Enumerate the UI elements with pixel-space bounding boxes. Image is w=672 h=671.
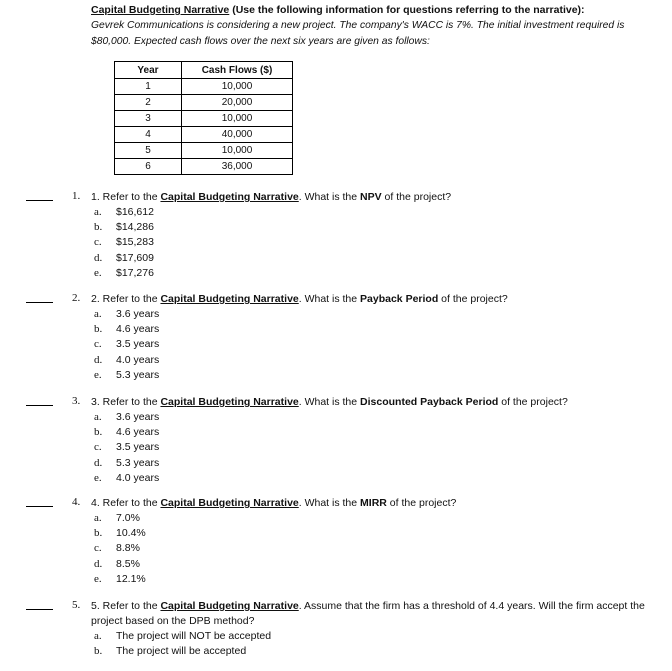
option-letter: a. — [94, 411, 102, 423]
option-letter: b. — [94, 426, 103, 439]
option-letter: a. — [94, 630, 102, 642]
table-header-row — [115, 62, 293, 79]
answer-blank[interactable] — [26, 200, 53, 201]
narrative-title-underlined: Capital Budgeting Narrative — [91, 4, 230, 16]
question-mid: . What is the — [298, 396, 361, 408]
table-cell: 3 — [115, 111, 182, 127]
option-text: $17,276 — [116, 266, 154, 279]
table-cell: 20,000 — [182, 95, 293, 111]
option-text: 4.6 years — [116, 323, 160, 336]
answer-blank[interactable] — [26, 506, 53, 507]
option-text: 5.3 years — [116, 456, 160, 469]
question-mid: . What is the — [298, 497, 361, 509]
question-suffix: of the project? — [386, 497, 457, 509]
option-text: $16,612 — [116, 206, 154, 218]
option-letter: e. — [94, 368, 102, 381]
table-cell: 1 — [115, 79, 182, 95]
option-text: 4.0 years — [116, 353, 160, 366]
option-letter: b. — [94, 323, 103, 336]
option-letter: a. — [94, 512, 102, 524]
question-key-term: Discounted Payback Period — [360, 396, 499, 408]
answer-blank[interactable] — [26, 302, 53, 303]
table-row — [115, 159, 293, 175]
table-cell: 5 — [115, 143, 182, 159]
option-letter: c. — [94, 441, 102, 454]
question-text — [91, 292, 663, 307]
option-letter: b. — [94, 527, 103, 540]
question-text — [91, 395, 663, 410]
option-letter: b. — [94, 221, 103, 234]
table-header-year: Year — [115, 62, 182, 79]
question-text — [91, 190, 663, 205]
question-text — [91, 496, 663, 511]
question-number: 2. — [72, 292, 81, 304]
option-letter: d. — [94, 557, 103, 570]
question-prefix: 2. Refer to the — [91, 293, 161, 305]
option-text: 3.6 years — [116, 411, 160, 423]
option-letter: c. — [94, 338, 102, 351]
table-cell: 40,000 — [182, 127, 293, 143]
narrative-reference: Capital Budgeting Narrative — [160, 497, 299, 509]
cash-flow-table — [114, 61, 293, 175]
answer-blank[interactable] — [26, 405, 53, 406]
option-letter: b. — [94, 645, 103, 658]
table-cell: 10,000 — [182, 111, 293, 127]
option-letter: e. — [94, 266, 102, 279]
option-letter: e. — [94, 471, 102, 484]
question-number: 1. — [72, 190, 81, 202]
table-cell: 10,000 — [182, 79, 293, 95]
table-row — [115, 111, 293, 127]
option-text: $14,286 — [116, 221, 154, 234]
narrative-reference: Capital Budgeting Narrative — [160, 191, 299, 203]
option-letter: c. — [94, 542, 102, 555]
option-text: 4.6 years — [116, 426, 160, 439]
question-key-term: MIRR — [360, 497, 387, 509]
option-text: 8.5% — [116, 557, 140, 570]
option-text: 3.6 years — [116, 308, 160, 320]
option-text: 8.8% — [116, 542, 140, 555]
narrative-block — [91, 2, 666, 50]
question-suffix: of the project? — [381, 191, 452, 203]
narrative-reference: Capital Budgeting Narrative — [160, 293, 299, 305]
table-row — [115, 143, 293, 159]
option-letter: d. — [94, 353, 103, 366]
option-letter: a. — [94, 308, 102, 320]
option-text: The project will be accepted — [116, 645, 247, 658]
narrative-text: Gevrek Communications is considering a new project. The company's WACC is 7%. The initial investment required is $80,000. Expected cash flows over the next six years are given as follows: — [91, 20, 625, 47]
option-letter: a. — [94, 206, 102, 218]
question-prefix: 1. Refer to the — [91, 191, 161, 203]
table-header-cash-flows: Cash Flows ($) — [182, 62, 293, 79]
table-cell: 36,000 — [182, 159, 293, 175]
question-number: 3. — [72, 395, 81, 407]
option-text: 5.3 years — [116, 368, 160, 381]
option-text: $17,609 — [116, 251, 154, 264]
option-text: 7.0% — [116, 512, 140, 524]
option-letter: d. — [94, 251, 103, 264]
question-number: 5. — [72, 599, 81, 611]
table-cell: 2 — [115, 95, 182, 111]
question-prefix: 5. Refer to the — [91, 600, 161, 612]
option-text: The project will NOT be accepted — [116, 630, 272, 642]
option-text: 3.5 years — [116, 338, 160, 351]
question-mid: . Assume that the firm has a threshold of 4.4 years. Will the firm accept the project based on the DPB method? — [91, 600, 645, 627]
table-row — [115, 95, 293, 111]
narrative-reference: Capital Budgeting Narrative — [160, 600, 299, 612]
narrative-title — [91, 2, 666, 18]
question-suffix: of the project? — [438, 293, 508, 305]
table-row — [115, 127, 293, 143]
question-text — [91, 599, 663, 629]
narrative-title-rest: (Use the following information for questions referring to the narrative): — [229, 4, 585, 16]
option-letter: c. — [94, 236, 102, 249]
answer-blank[interactable] — [26, 609, 53, 610]
question-prefix: 3. Refer to the — [91, 396, 161, 408]
question-suffix: of the project? — [498, 396, 568, 408]
option-letter: e. — [94, 572, 102, 585]
option-letter: d. — [94, 456, 103, 469]
option-text: 4.0 years — [116, 471, 160, 484]
table-cell: 4 — [115, 127, 182, 143]
option-text: 10.4% — [116, 527, 146, 540]
question-prefix: 4. Refer to the — [91, 497, 161, 509]
table-cell: 10,000 — [182, 143, 293, 159]
table-cell: 6 — [115, 159, 182, 175]
question-mid: . What is the — [298, 293, 361, 305]
question-number: 4. — [72, 496, 81, 508]
question-key-term: Payback Period — [360, 293, 439, 305]
narrative-reference: Capital Budgeting Narrative — [160, 396, 299, 408]
option-text: 3.5 years — [116, 441, 160, 454]
question-key-term: NPV — [360, 191, 382, 203]
option-text: $15,283 — [116, 236, 154, 249]
option-text: 12.1% — [116, 572, 146, 585]
question-mid: . What is the — [298, 191, 361, 203]
table-row — [115, 79, 293, 95]
